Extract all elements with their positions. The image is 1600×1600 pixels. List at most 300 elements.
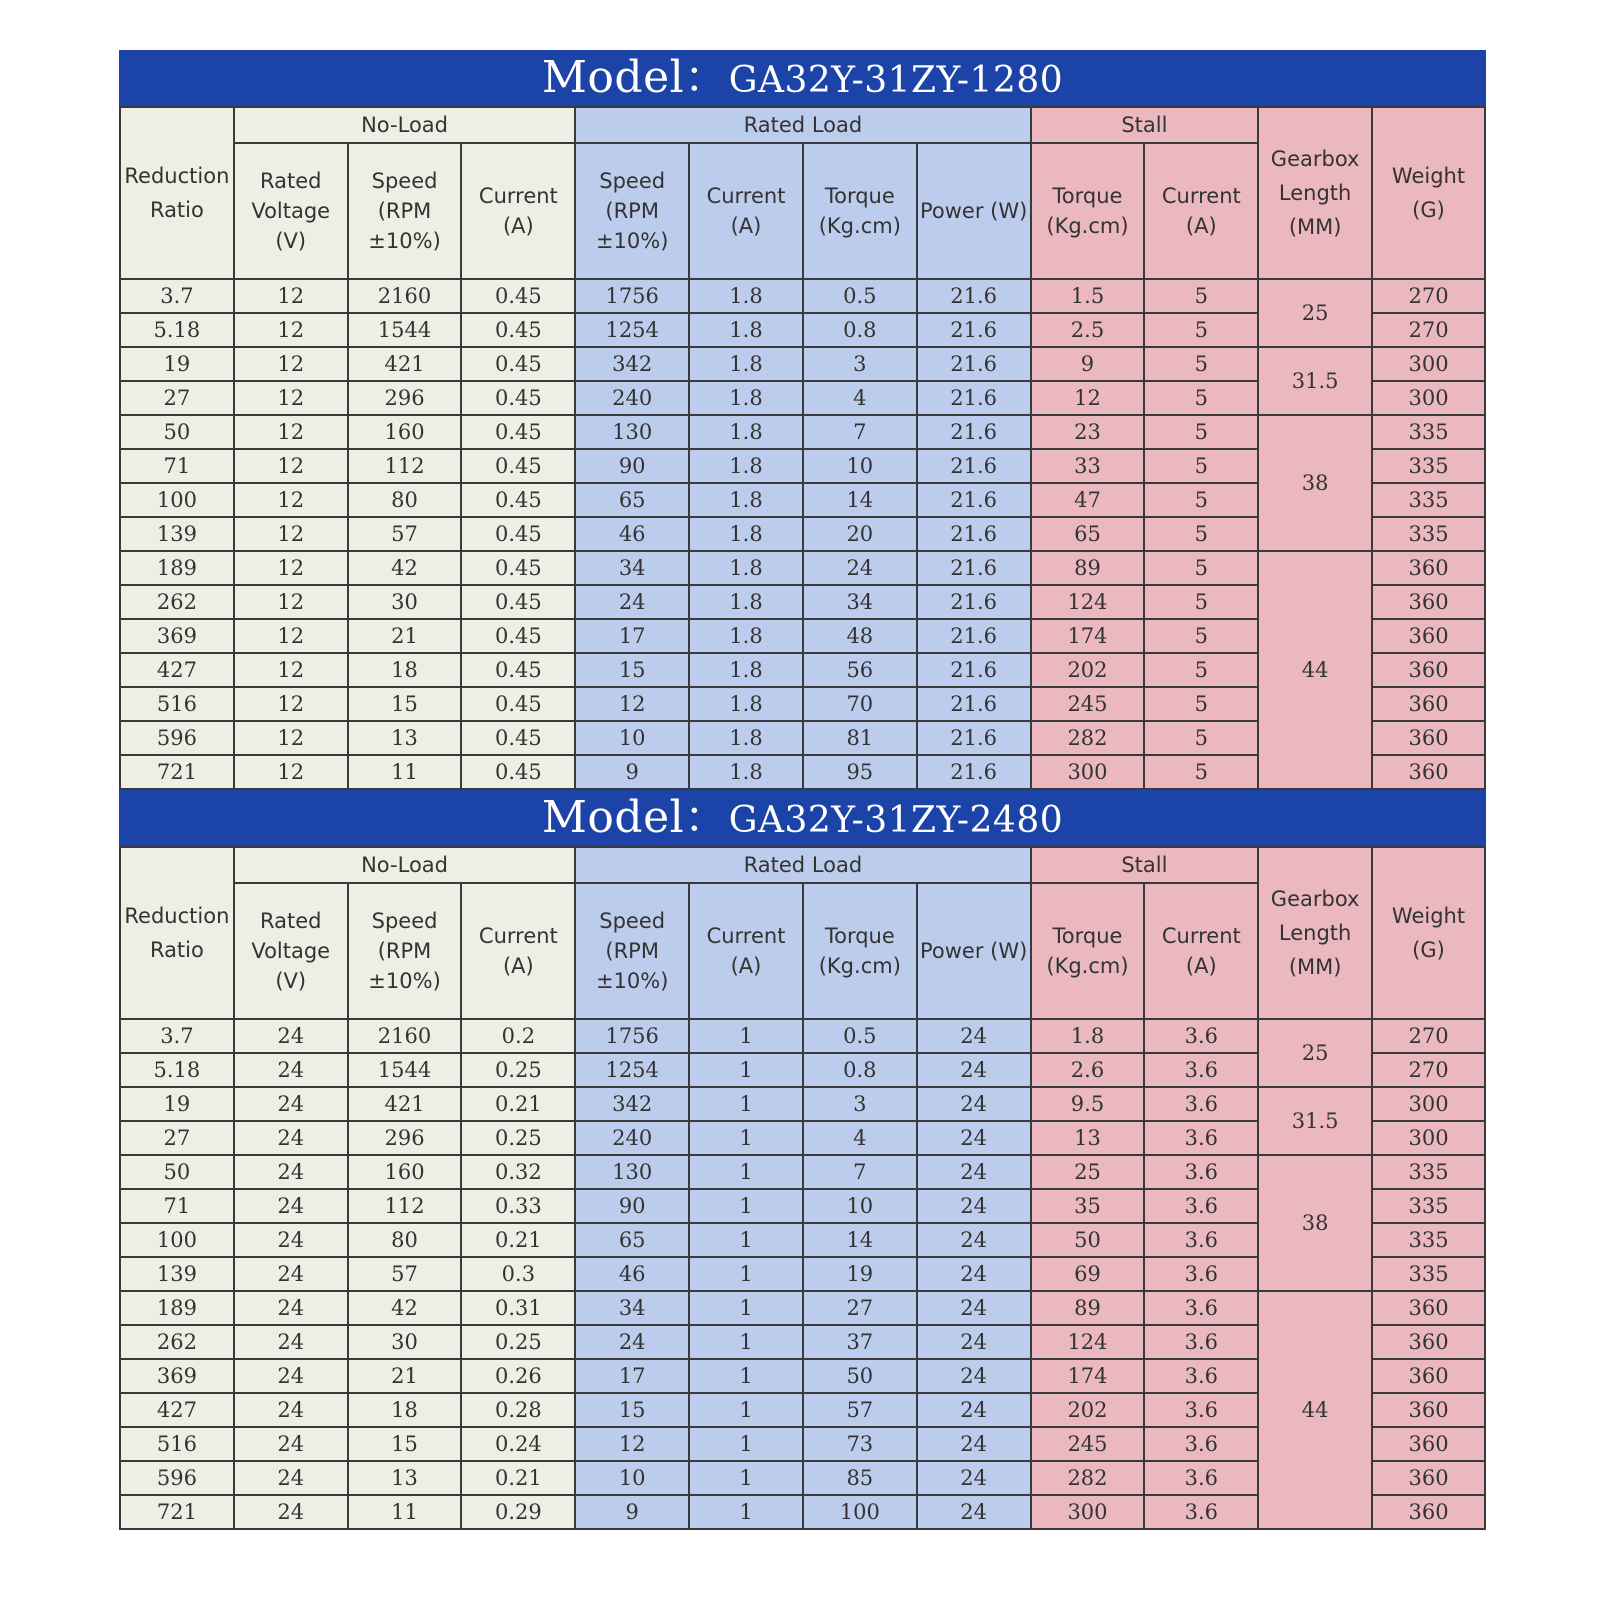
- rl-current-cell: 1: [689, 1121, 803, 1155]
- nl-current-cell: 0.29: [461, 1495, 575, 1529]
- st-torque-cell: 47: [1031, 483, 1145, 517]
- st-torque-cell: 89: [1031, 1291, 1145, 1325]
- weight-cell: 360: [1372, 653, 1485, 687]
- rl-torque-cell: 10: [803, 449, 917, 483]
- nl-current-cell: 0.45: [461, 483, 575, 517]
- st-current-cell: 5: [1144, 687, 1258, 721]
- table-row: [120, 1087, 1485, 1121]
- nl-speed-cell: 13: [348, 721, 462, 755]
- st-torque-cell: 202: [1031, 1393, 1145, 1427]
- nl-current-cell: 0.24: [461, 1427, 575, 1461]
- weight-cell: 335: [1372, 449, 1485, 483]
- spec-sheet: [119, 50, 1486, 1530]
- nl-current-cell: 0.25: [461, 1325, 575, 1359]
- rated-voltage-cell: 24: [234, 1087, 348, 1121]
- rated-voltage-cell: 12: [234, 313, 348, 347]
- rated-voltage-cell: 12: [234, 721, 348, 755]
- st-current-cell: 5: [1144, 347, 1258, 381]
- rl-torque-cell: 85: [803, 1461, 917, 1495]
- stall-current-header: Current (A): [1144, 143, 1258, 279]
- reduction-ratio-cell: 139: [120, 517, 234, 551]
- rated-voltage-cell: 24: [234, 1393, 348, 1427]
- weight-cell: 335: [1372, 1189, 1485, 1223]
- reduction-ratio-cell: 596: [120, 721, 234, 755]
- rl-current-cell: 1: [689, 1155, 803, 1189]
- weight-cell: 360: [1372, 551, 1485, 585]
- rl-current-cell: 1: [689, 1019, 803, 1053]
- st-current-cell: 5: [1144, 381, 1258, 415]
- reduction-ratio-cell: 721: [120, 755, 234, 789]
- nl-current-cell: 0.21: [461, 1223, 575, 1257]
- nl-speed-cell: 160: [348, 1155, 462, 1189]
- rl-power-cell: 24: [917, 1325, 1031, 1359]
- rated-voltage-cell: 24: [234, 1359, 348, 1393]
- stall-group-header: Stall: [1031, 847, 1259, 883]
- reduction-ratio-header: Reduction Ratio: [120, 107, 234, 279]
- rl-power-cell: 24: [917, 1427, 1031, 1461]
- rated-voltage-header: Rated Voltage (V): [234, 883, 348, 1019]
- rated-voltage-cell: 12: [234, 585, 348, 619]
- nl-speed-cell: 21: [348, 1359, 462, 1393]
- rl-torque-cell: 0.5: [803, 279, 917, 313]
- st-current-cell: 5: [1144, 721, 1258, 755]
- nl-current-cell: 0.25: [461, 1053, 575, 1087]
- nl-current-cell: 0.45: [461, 313, 575, 347]
- rl-torque-cell: 95: [803, 755, 917, 789]
- reduction-ratio-cell: 189: [120, 1291, 234, 1325]
- weight-header: Weight (G): [1372, 847, 1485, 1019]
- rated-load-power-header: Power (W): [917, 883, 1031, 1019]
- table-row: [120, 347, 1485, 381]
- rated-load-group-header: Rated Load: [575, 107, 1030, 143]
- rated-voltage-cell: 12: [234, 653, 348, 687]
- rl-current-cell: 1.8: [689, 653, 803, 687]
- st-current-cell: 3.6: [1144, 1155, 1258, 1189]
- stall-group-header: Stall: [1031, 107, 1259, 143]
- rl-power-cell: 24: [917, 1223, 1031, 1257]
- rl-speed-cell: 10: [575, 1461, 689, 1495]
- st-torque-cell: 174: [1031, 1359, 1145, 1393]
- rl-power-cell: 21.6: [917, 619, 1031, 653]
- nl-speed-cell: 15: [348, 1427, 462, 1461]
- rl-power-cell: 21.6: [917, 415, 1031, 449]
- nl-speed-cell: 2160: [348, 279, 462, 313]
- nl-current-cell: 0.45: [461, 347, 575, 381]
- table-row: [120, 1291, 1485, 1325]
- weight-cell: 335: [1372, 483, 1485, 517]
- st-torque-cell: 300: [1031, 1495, 1145, 1529]
- nl-speed-cell: 160: [348, 415, 462, 449]
- rl-current-cell: 1: [689, 1393, 803, 1427]
- rl-speed-cell: 1756: [575, 1019, 689, 1053]
- rl-speed-cell: 34: [575, 1291, 689, 1325]
- weight-cell: 360: [1372, 1393, 1485, 1427]
- rated-voltage-cell: 12: [234, 381, 348, 415]
- st-torque-cell: 202: [1031, 653, 1145, 687]
- st-torque-cell: 300: [1031, 755, 1145, 789]
- rl-torque-cell: 81: [803, 721, 917, 755]
- rl-speed-cell: 24: [575, 585, 689, 619]
- rl-current-cell: 1.8: [689, 313, 803, 347]
- reduction-ratio-cell: 50: [120, 1155, 234, 1189]
- gearbox-length-header: Gearbox Length (MM): [1258, 847, 1372, 1019]
- nl-current-cell: 0.33: [461, 1189, 575, 1223]
- rated-load-power-header: Power (W): [917, 143, 1031, 279]
- rated-voltage-cell: 12: [234, 415, 348, 449]
- rl-current-cell: 1.8: [689, 347, 803, 381]
- nl-speed-cell: 1544: [348, 313, 462, 347]
- reduction-ratio-cell: 71: [120, 449, 234, 483]
- rl-power-cell: 21.6: [917, 483, 1031, 517]
- model-label: Model：: [541, 52, 729, 103]
- st-torque-cell: 245: [1031, 687, 1145, 721]
- nl-speed-cell: 11: [348, 1495, 462, 1529]
- rated-voltage-cell: 24: [234, 1291, 348, 1325]
- nl-speed-cell: 80: [348, 483, 462, 517]
- weight-cell: 335: [1372, 517, 1485, 551]
- rated-voltage-cell: 24: [234, 1325, 348, 1359]
- no-load-group-header: No-Load: [234, 847, 575, 883]
- rl-speed-cell: 34: [575, 551, 689, 585]
- st-torque-cell: 2.6: [1031, 1053, 1145, 1087]
- gearbox-length-cell: 38: [1258, 1155, 1372, 1291]
- model-label: Model：: [541, 792, 729, 843]
- weight-cell: 300: [1372, 1121, 1485, 1155]
- rl-torque-cell: 27: [803, 1291, 917, 1325]
- rl-torque-cell: 48: [803, 619, 917, 653]
- rl-power-cell: 21.6: [917, 381, 1031, 415]
- st-current-cell: 3.6: [1144, 1121, 1258, 1155]
- rl-power-cell: 24: [917, 1053, 1031, 1087]
- weight-cell: 270: [1372, 313, 1485, 347]
- st-torque-cell: 9: [1031, 347, 1145, 381]
- rl-speed-cell: 65: [575, 483, 689, 517]
- rl-current-cell: 1: [689, 1257, 803, 1291]
- rated-load-torque-header: Torque (Kg.cm): [803, 883, 917, 1019]
- weight-cell: 360: [1372, 585, 1485, 619]
- rated-voltage-cell: 24: [234, 1427, 348, 1461]
- nl-speed-cell: 42: [348, 551, 462, 585]
- reduction-ratio-cell: 427: [120, 1393, 234, 1427]
- rl-power-cell: 24: [917, 1257, 1031, 1291]
- rl-speed-cell: 90: [575, 449, 689, 483]
- st-current-cell: 3.6: [1144, 1495, 1258, 1529]
- rated-voltage-cell: 12: [234, 687, 348, 721]
- rl-torque-cell: 14: [803, 1223, 917, 1257]
- rl-torque-cell: 34: [803, 585, 917, 619]
- weight-cell: 360: [1372, 1461, 1485, 1495]
- rl-current-cell: 1.8: [689, 619, 803, 653]
- rl-power-cell: 21.6: [917, 687, 1031, 721]
- rl-speed-cell: 1254: [575, 1053, 689, 1087]
- rated-voltage-header: Rated Voltage (V): [234, 143, 348, 279]
- group-header-row: [120, 847, 1485, 883]
- rated-voltage-cell: 12: [234, 619, 348, 653]
- reduction-ratio-cell: 100: [120, 1223, 234, 1257]
- rated-voltage-cell: 24: [234, 1257, 348, 1291]
- weight-cell: 335: [1372, 415, 1485, 449]
- rl-current-cell: 1.8: [689, 755, 803, 789]
- st-current-cell: 3.6: [1144, 1359, 1258, 1393]
- st-current-cell: 5: [1144, 313, 1258, 347]
- spec-table: [119, 846, 1486, 1530]
- rl-power-cell: 24: [917, 1019, 1031, 1053]
- st-current-cell: 3.6: [1144, 1189, 1258, 1223]
- st-torque-cell: 23: [1031, 415, 1145, 449]
- st-current-cell: 3.6: [1144, 1019, 1258, 1053]
- rated-voltage-cell: 24: [234, 1053, 348, 1087]
- nl-current-cell: 0.45: [461, 755, 575, 789]
- rl-speed-cell: 342: [575, 1087, 689, 1121]
- rl-torque-cell: 7: [803, 1155, 917, 1189]
- rl-speed-cell: 10: [575, 721, 689, 755]
- st-current-cell: 5: [1144, 483, 1258, 517]
- reduction-ratio-cell: 721: [120, 1495, 234, 1529]
- st-current-cell: 3.6: [1144, 1257, 1258, 1291]
- rl-current-cell: 1: [689, 1427, 803, 1461]
- rl-torque-cell: 70: [803, 687, 917, 721]
- nl-current-cell: 0.3: [461, 1257, 575, 1291]
- table-row: [120, 1019, 1485, 1053]
- rl-torque-cell: 3: [803, 347, 917, 381]
- rl-current-cell: 1.8: [689, 721, 803, 755]
- rl-speed-cell: 1254: [575, 313, 689, 347]
- nl-current-cell: 0.31: [461, 1291, 575, 1325]
- nl-speed-cell: 18: [348, 1393, 462, 1427]
- st-torque-cell: 9.5: [1031, 1087, 1145, 1121]
- st-torque-cell: 174: [1031, 619, 1145, 653]
- st-torque-cell: 245: [1031, 1427, 1145, 1461]
- reduction-ratio-cell: 50: [120, 415, 234, 449]
- rl-power-cell: 21.6: [917, 653, 1031, 687]
- nl-speed-cell: 15: [348, 687, 462, 721]
- rl-torque-cell: 14: [803, 483, 917, 517]
- rl-power-cell: 21.6: [917, 517, 1031, 551]
- no-load-group-header: No-Load: [234, 107, 575, 143]
- st-torque-cell: 124: [1031, 1325, 1145, 1359]
- nl-current-cell: 0.45: [461, 585, 575, 619]
- rl-current-cell: 1: [689, 1189, 803, 1223]
- nl-speed-cell: 421: [348, 1087, 462, 1121]
- rl-current-cell: 1.8: [689, 279, 803, 313]
- st-torque-cell: 1.8: [1031, 1019, 1145, 1053]
- nl-speed-cell: 112: [348, 1189, 462, 1223]
- table-row: [120, 551, 1485, 585]
- rl-power-cell: 24: [917, 1495, 1031, 1529]
- nl-current-cell: 0.45: [461, 381, 575, 415]
- rated-load-torque-header: Torque (Kg.cm): [803, 143, 917, 279]
- rated-load-current-header: Current (A): [689, 883, 803, 1019]
- rl-torque-cell: 37: [803, 1325, 917, 1359]
- rl-current-cell: 1: [689, 1461, 803, 1495]
- rl-current-cell: 1: [689, 1291, 803, 1325]
- nl-speed-cell: 2160: [348, 1019, 462, 1053]
- weight-cell: 335: [1372, 1155, 1485, 1189]
- st-torque-cell: 65: [1031, 517, 1145, 551]
- stall-current-header: Current (A): [1144, 883, 1258, 1019]
- st-current-cell: 5: [1144, 653, 1258, 687]
- nl-current-cell: 0.45: [461, 619, 575, 653]
- gearbox-length-cell: 25: [1258, 1019, 1372, 1087]
- rl-speed-cell: 1756: [575, 279, 689, 313]
- weight-cell: 360: [1372, 1427, 1485, 1461]
- st-torque-cell: 1.5: [1031, 279, 1145, 313]
- rl-power-cell: 21.6: [917, 449, 1031, 483]
- weight-cell: 360: [1372, 619, 1485, 653]
- rl-speed-cell: 65: [575, 1223, 689, 1257]
- rl-speed-cell: 9: [575, 1495, 689, 1529]
- rl-speed-cell: 240: [575, 1121, 689, 1155]
- gearbox-length-cell: 31.5: [1258, 1087, 1372, 1155]
- nl-speed-cell: 1544: [348, 1053, 462, 1087]
- group-header-row: [120, 107, 1485, 143]
- rated-voltage-cell: 24: [234, 1223, 348, 1257]
- weight-cell: 360: [1372, 721, 1485, 755]
- reduction-ratio-cell: 596: [120, 1461, 234, 1495]
- weight-cell: 270: [1372, 279, 1485, 313]
- st-torque-cell: 69: [1031, 1257, 1145, 1291]
- nl-speed-cell: 42: [348, 1291, 462, 1325]
- stall-torque-header: Torque (Kg.cm): [1031, 883, 1145, 1019]
- nl-current-cell: 0.2: [461, 1019, 575, 1053]
- rl-power-cell: 21.6: [917, 755, 1031, 789]
- rl-torque-cell: 0.5: [803, 1019, 917, 1053]
- rl-power-cell: 24: [917, 1461, 1031, 1495]
- rl-torque-cell: 0.8: [803, 1053, 917, 1087]
- rl-power-cell: 24: [917, 1359, 1031, 1393]
- reduction-ratio-cell: 100: [120, 483, 234, 517]
- st-current-cell: 3.6: [1144, 1427, 1258, 1461]
- rated-voltage-cell: 24: [234, 1155, 348, 1189]
- nl-current-cell: 0.25: [461, 1121, 575, 1155]
- reduction-ratio-cell: 516: [120, 1427, 234, 1461]
- rl-torque-cell: 24: [803, 551, 917, 585]
- nl-speed-cell: 296: [348, 381, 462, 415]
- nl-speed-cell: 112: [348, 449, 462, 483]
- rl-current-cell: 1.8: [689, 585, 803, 619]
- rated-load-current-header: Current (A): [689, 143, 803, 279]
- rl-power-cell: 24: [917, 1121, 1031, 1155]
- rl-power-cell: 21.6: [917, 551, 1031, 585]
- rl-current-cell: 1.8: [689, 551, 803, 585]
- rated-load-group-header: Rated Load: [575, 847, 1030, 883]
- rl-current-cell: 1.8: [689, 687, 803, 721]
- nl-speed-cell: 57: [348, 1257, 462, 1291]
- st-current-cell: 3.6: [1144, 1461, 1258, 1495]
- gearbox-length-cell: 44: [1258, 551, 1372, 789]
- no-load-speed-header: Speed (RPM ±10%): [348, 143, 462, 279]
- reduction-ratio-cell: 71: [120, 1189, 234, 1223]
- reduction-ratio-cell: 189: [120, 551, 234, 585]
- nl-current-cell: 0.45: [461, 279, 575, 313]
- rl-speed-cell: 17: [575, 619, 689, 653]
- rl-power-cell: 24: [917, 1189, 1031, 1223]
- weight-cell: 335: [1372, 1223, 1485, 1257]
- st-torque-cell: 35: [1031, 1189, 1145, 1223]
- st-current-cell: 5: [1144, 517, 1258, 551]
- spec-table: [119, 106, 1486, 790]
- nl-speed-cell: 21: [348, 619, 462, 653]
- reduction-ratio-cell: 5.18: [120, 313, 234, 347]
- nl-current-cell: 0.45: [461, 653, 575, 687]
- rl-current-cell: 1: [689, 1053, 803, 1087]
- st-torque-cell: 282: [1031, 721, 1145, 755]
- nl-speed-cell: 13: [348, 1461, 462, 1495]
- nl-speed-cell: 30: [348, 585, 462, 619]
- rl-speed-cell: 9: [575, 755, 689, 789]
- rl-current-cell: 1.8: [689, 517, 803, 551]
- weight-cell: 300: [1372, 1087, 1485, 1121]
- st-torque-cell: 33: [1031, 449, 1145, 483]
- rated-voltage-cell: 12: [234, 449, 348, 483]
- rl-current-cell: 1: [689, 1087, 803, 1121]
- reduction-ratio-cell: 27: [120, 381, 234, 415]
- st-current-cell: 3.6: [1144, 1393, 1258, 1427]
- st-torque-cell: 282: [1031, 1461, 1145, 1495]
- st-torque-cell: 124: [1031, 585, 1145, 619]
- model-name: GA32Y-31ZY-2480: [728, 800, 1064, 841]
- rl-torque-cell: 73: [803, 1427, 917, 1461]
- st-torque-cell: 2.5: [1031, 313, 1145, 347]
- st-current-cell: 3.6: [1144, 1325, 1258, 1359]
- reduction-ratio-cell: 427: [120, 653, 234, 687]
- gearbox-length-header: Gearbox Length (MM): [1258, 107, 1372, 279]
- nl-speed-cell: 30: [348, 1325, 462, 1359]
- rl-current-cell: 1.8: [689, 415, 803, 449]
- st-current-cell: 5: [1144, 755, 1258, 789]
- st-current-cell: 5: [1144, 449, 1258, 483]
- rl-torque-cell: 19: [803, 1257, 917, 1291]
- rl-power-cell: 21.6: [917, 347, 1031, 381]
- st-current-cell: 3.6: [1144, 1053, 1258, 1087]
- nl-current-cell: 0.45: [461, 415, 575, 449]
- gearbox-length-cell: 31.5: [1258, 347, 1372, 415]
- rl-power-cell: 24: [917, 1291, 1031, 1325]
- rl-torque-cell: 0.8: [803, 313, 917, 347]
- weight-cell: 360: [1372, 1495, 1485, 1529]
- rated-load-speed-header: Speed (RPM ±10%): [575, 883, 689, 1019]
- nl-speed-cell: 57: [348, 517, 462, 551]
- st-torque-cell: 89: [1031, 551, 1145, 585]
- rl-speed-cell: 15: [575, 653, 689, 687]
- rated-voltage-cell: 12: [234, 279, 348, 313]
- st-torque-cell: 13: [1031, 1121, 1145, 1155]
- reduction-ratio-cell: 262: [120, 585, 234, 619]
- reduction-ratio-cell: 5.18: [120, 1053, 234, 1087]
- rl-torque-cell: 100: [803, 1495, 917, 1529]
- reduction-ratio-cell: 19: [120, 1087, 234, 1121]
- rl-power-cell: 21.6: [917, 313, 1031, 347]
- st-current-cell: 5: [1144, 551, 1258, 585]
- st-torque-cell: 50: [1031, 1223, 1145, 1257]
- weight-cell: 360: [1372, 687, 1485, 721]
- rated-voltage-cell: 24: [234, 1121, 348, 1155]
- nl-current-cell: 0.21: [461, 1461, 575, 1495]
- st-current-cell: 5: [1144, 279, 1258, 313]
- weight-cell: 270: [1372, 1019, 1485, 1053]
- rated-load-speed-header: Speed (RPM ±10%): [575, 143, 689, 279]
- rated-voltage-cell: 12: [234, 755, 348, 789]
- table-row: [120, 279, 1485, 313]
- rl-power-cell: 21.6: [917, 721, 1031, 755]
- weight-cell: 300: [1372, 347, 1485, 381]
- table-row: [120, 1155, 1485, 1189]
- rl-torque-cell: 56: [803, 653, 917, 687]
- rl-speed-cell: 240: [575, 381, 689, 415]
- weight-cell: 360: [1372, 1359, 1485, 1393]
- gearbox-length-cell: 38: [1258, 415, 1372, 551]
- rl-current-cell: 1.8: [689, 449, 803, 483]
